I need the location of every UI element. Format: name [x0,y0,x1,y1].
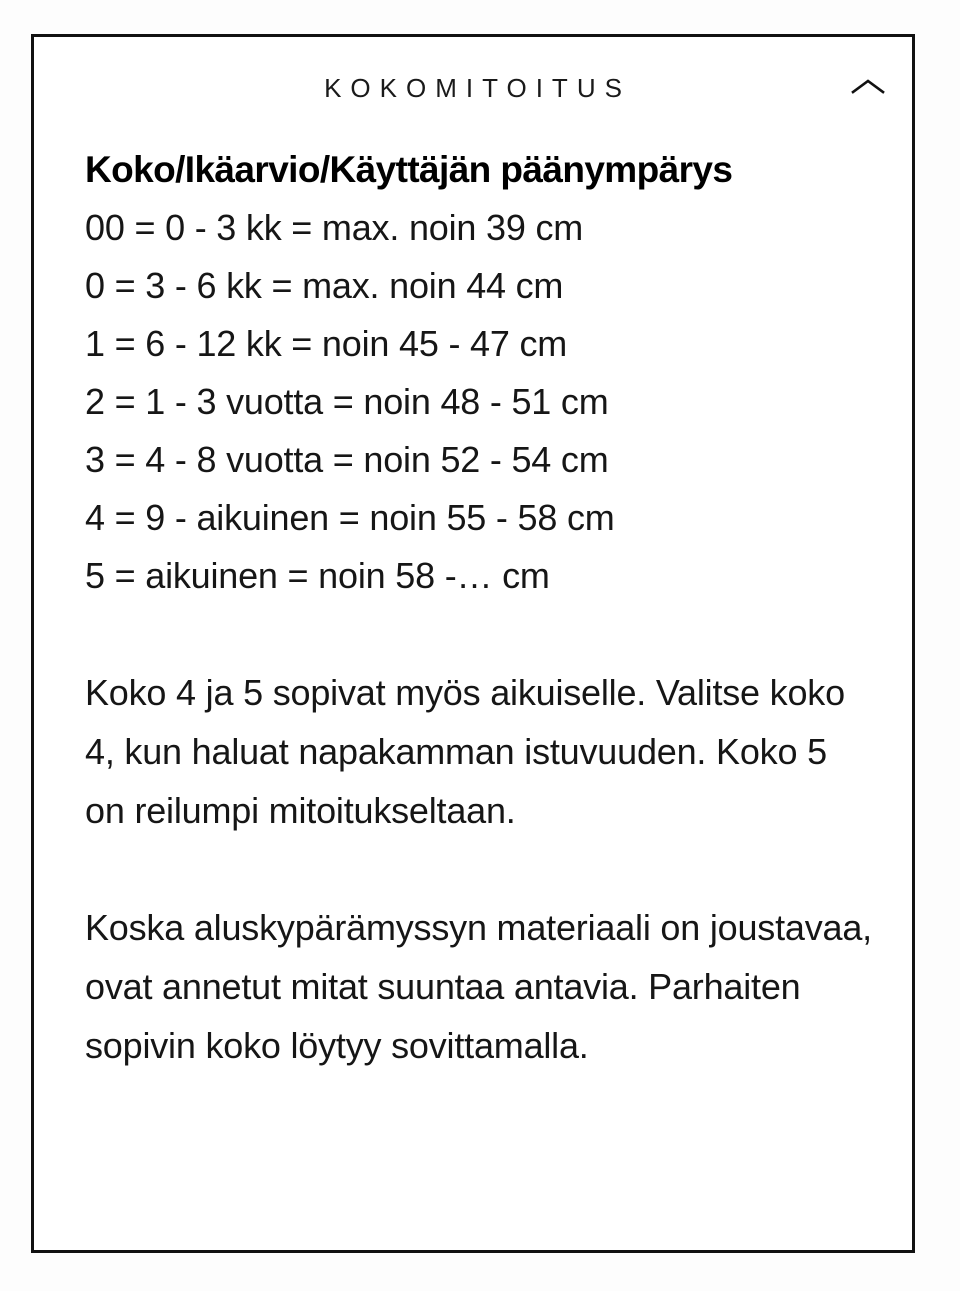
content-spacer [85,605,882,663]
list-item: 4 = 9 - aikuinen = noin 55 - 58 cm [85,497,615,538]
collapse-toggle-button[interactable] [841,65,895,109]
list-item: 00 = 0 - 3 kk = max. noin 39 cm [85,207,584,248]
accordion-content [85,141,882,1075]
chevron-up-icon [851,77,885,97]
material-note-paragraph: Koska aluskypärämyssyn materiaali on joustavaa, ovat annetut mitat suuntaa antavia. Parhaiten sopivin koko löytyy sovittamalla. [85,907,872,1066]
list-item: 2 = 1 - 3 vuotta = noin 48 - 51 cm [85,381,609,422]
list-item: 0 = 3 - 6 kk = max. noin 44 cm [85,265,564,306]
size-list [85,199,882,605]
page-title: KOKOMITOITUS [324,73,631,103]
content-spacer [85,840,882,898]
kokomitoitus-accordion-panel [31,34,915,1253]
list-item: 1 = 6 - 12 kk = noin 45 - 47 cm [85,323,568,364]
list-item: 5 = aikuinen = noin 58 -… cm [85,555,550,596]
accordion-header[interactable] [34,37,912,115]
list-item: 3 = 4 - 8 vuotta = noin 52 - 54 cm [85,439,609,480]
size-table-heading: Koko/Ikäarvio/Käyttäjän päänympärys [85,149,733,190]
fit-advice-paragraph: Koko 4 ja 5 sopivat myös aikuiselle. Valitse koko 4, kun haluat napakamman istuvuuden. Koko 5 on reilumpi mitoitukseltaan. [85,672,845,831]
